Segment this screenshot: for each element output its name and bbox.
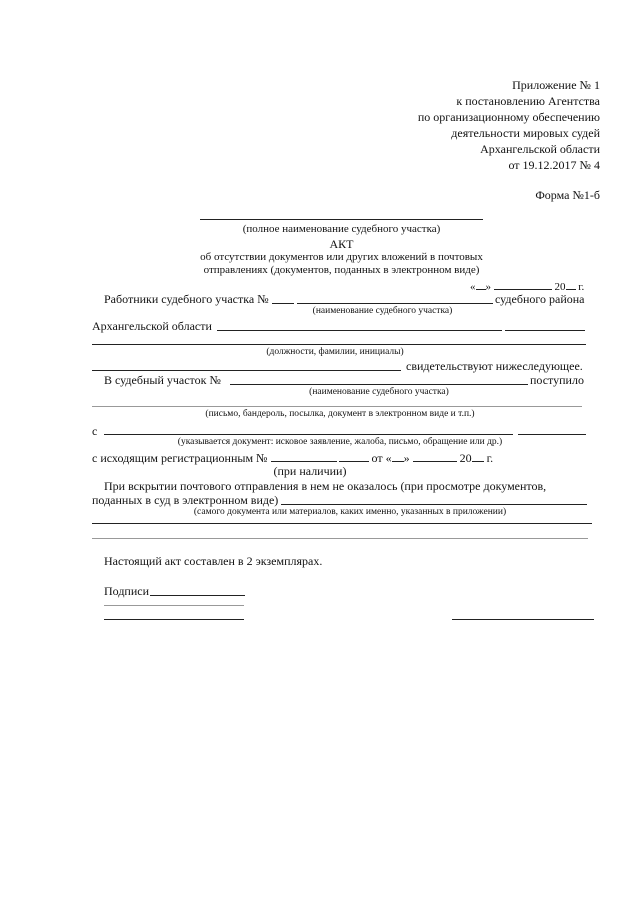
from-field-1[interactable] bbox=[104, 434, 513, 435]
workers-suffix: судебного района bbox=[495, 292, 585, 306]
missing-items-field-3[interactable] bbox=[92, 538, 588, 539]
date-month-field[interactable] bbox=[494, 279, 552, 290]
court-name-field[interactable] bbox=[200, 219, 483, 220]
header-line-4: деятельности мировых судей bbox=[451, 126, 600, 140]
materials-caption: (самого документа или материалов, каких именно, указанных в приложении) bbox=[193, 507, 507, 517]
outgoing-line: с исходящим регистрационным № от « » 20 г. bbox=[92, 451, 494, 465]
persons-field-1[interactable] bbox=[92, 344, 586, 345]
persons-field-2[interactable] bbox=[92, 370, 401, 371]
form-number: Форма №1-б bbox=[535, 188, 600, 202]
missing-items-field-2[interactable] bbox=[92, 523, 592, 524]
region-field-2[interactable] bbox=[505, 330, 585, 331]
received-prefix: В судебный участок № bbox=[104, 373, 221, 387]
district-name-field[interactable] bbox=[297, 303, 493, 304]
outgoing-number-field-2[interactable] bbox=[339, 451, 369, 462]
copies-statement: Настоящий акт составлен в 2 экземплярах. bbox=[104, 554, 323, 568]
from-field-2[interactable] bbox=[518, 434, 586, 435]
mail-type-field[interactable] bbox=[92, 406, 582, 407]
signatures-label: Подписи bbox=[104, 584, 150, 598]
date-day-field[interactable] bbox=[476, 279, 486, 290]
court-caption-2: (наименование судебного участка) bbox=[309, 387, 449, 397]
act-subtitle-1: об отсутствии документов или других вложений в почтовых bbox=[200, 251, 483, 263]
signature-field-3[interactable] bbox=[104, 619, 244, 620]
signature-field-1[interactable] bbox=[150, 595, 245, 596]
if-any-caption: (при наличии) bbox=[273, 464, 347, 478]
workers-prefix: Работники судебного участка № bbox=[104, 292, 269, 306]
persons-caption: (должности, фамилии, инициалы) bbox=[266, 347, 404, 357]
header-line-5: Архангельской области bbox=[480, 142, 600, 156]
court-caption: (наименование судебного участка) bbox=[312, 306, 453, 316]
header-line-2: к постановлению Агентства bbox=[456, 94, 600, 108]
outgoing-number-field[interactable] bbox=[271, 451, 337, 462]
date-year-field[interactable] bbox=[566, 279, 576, 290]
header-line-1: Приложение № 1 bbox=[512, 78, 600, 92]
header-line-6: от 19.12.2017 № 4 bbox=[508, 158, 600, 172]
opening-line-2: поданных в суд в электронном виде) bbox=[92, 493, 279, 507]
outgoing-day-field[interactable] bbox=[392, 451, 404, 462]
court-number-field[interactable] bbox=[272, 303, 294, 304]
act-subtitle-2: отправлениях (документов, поданных в электронном виде) bbox=[203, 264, 480, 276]
mail-caption: (письмо, бандероль, посылка, документ в электронном виде и т.п.) bbox=[205, 409, 475, 419]
court-name-caption: (полное наименование судебного участка) bbox=[242, 223, 441, 235]
received-suffix: поступило bbox=[530, 373, 584, 387]
received-court-field[interactable] bbox=[230, 384, 528, 385]
outgoing-year-field[interactable] bbox=[472, 451, 484, 462]
outgoing-month-field[interactable] bbox=[413, 451, 457, 462]
document-caption: (указывается документ: исковое заявление, жалоба, письмо, обращение или др.) bbox=[177, 437, 503, 447]
signature-field-4[interactable] bbox=[452, 619, 594, 620]
from-prefix: с bbox=[92, 424, 98, 438]
signature-field-2[interactable] bbox=[104, 605, 244, 606]
region-label: Архангельской области bbox=[92, 319, 212, 333]
certify-text: свидетельствуют нижеследующее. bbox=[406, 359, 583, 373]
missing-items-field[interactable] bbox=[281, 504, 587, 505]
date-line: « » 20 г. bbox=[470, 281, 585, 293]
region-field-1[interactable] bbox=[217, 330, 502, 331]
header-line-3: по организационному обеспечению bbox=[417, 110, 600, 124]
act-title: АКТ bbox=[329, 237, 354, 251]
opening-line-1: При вскрытии почтового отправления в нем не оказалось (при просмотре документов, bbox=[104, 479, 547, 493]
